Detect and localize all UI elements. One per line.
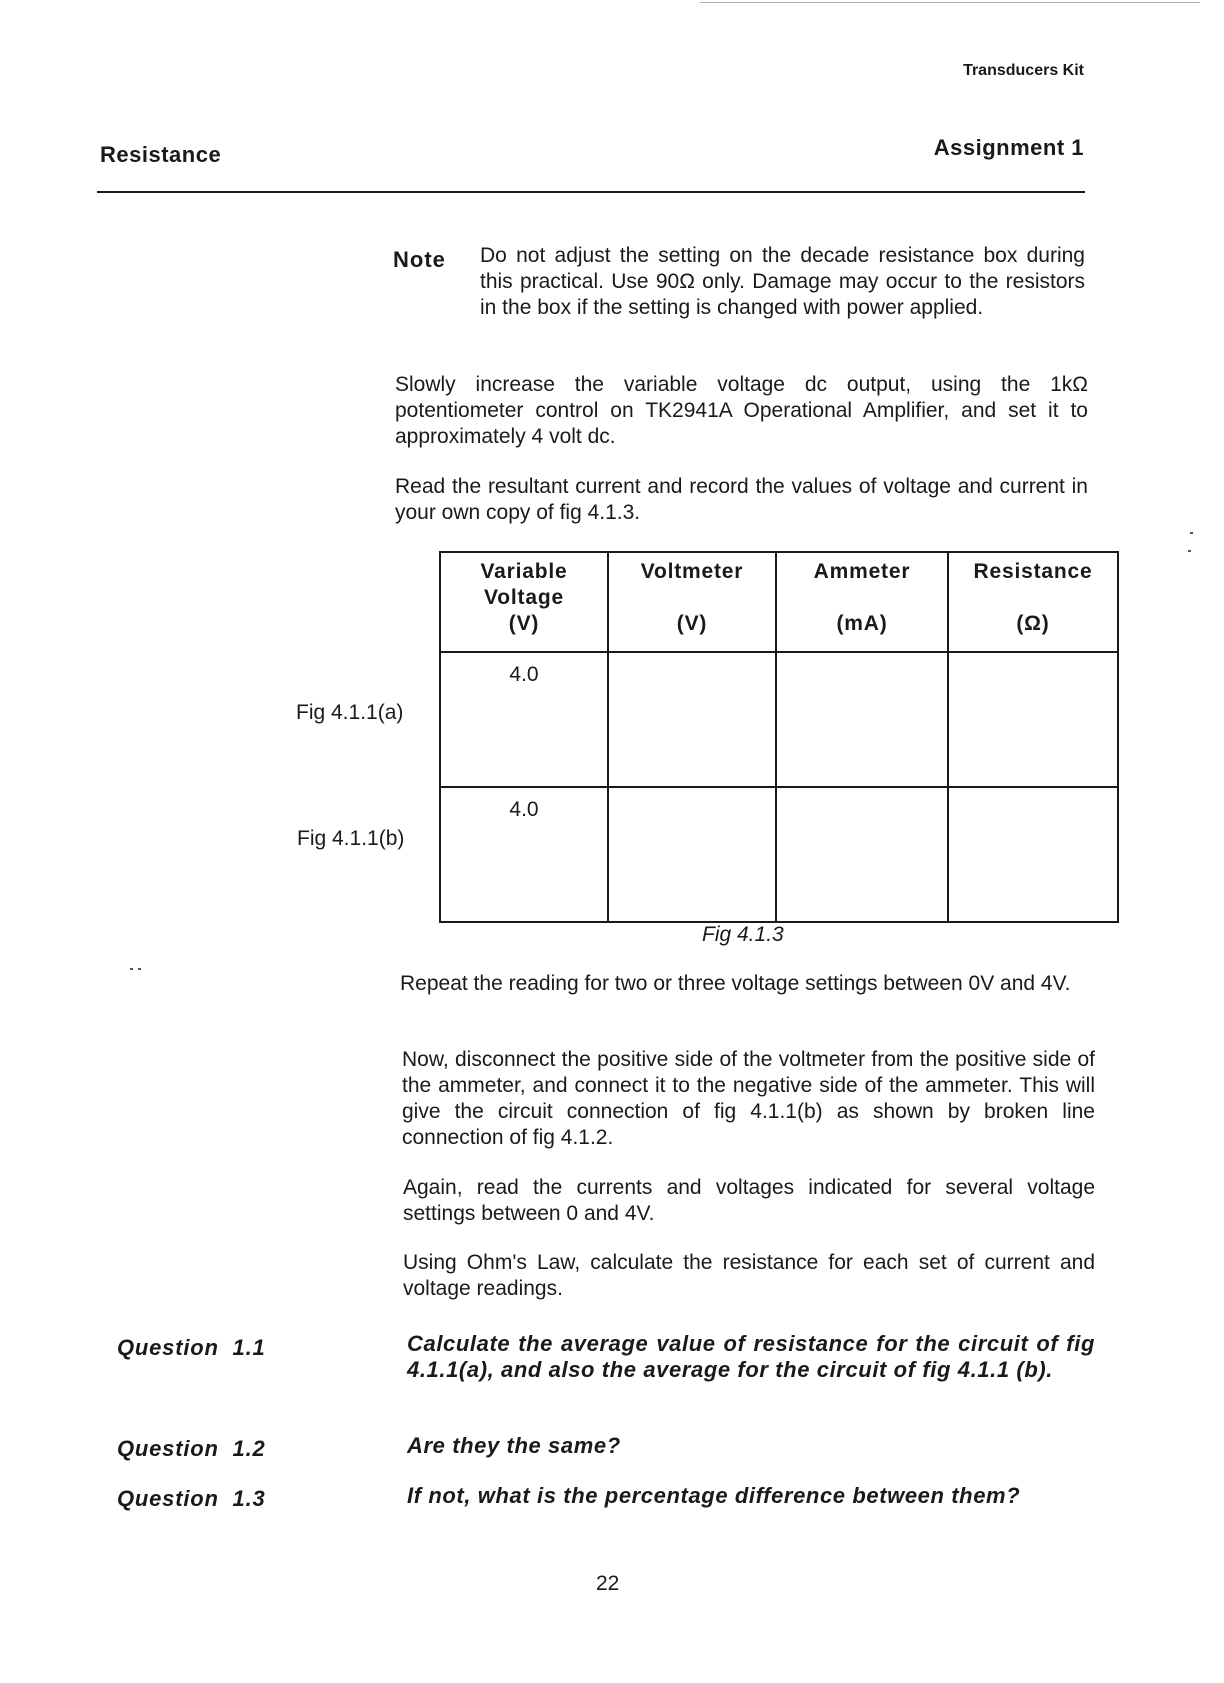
paragraph-repeat-reading: Repeat the reading for two or three voltage settings between 0V and 4V. xyxy=(400,972,1071,995)
table-cell xyxy=(948,787,1118,922)
scan-speck xyxy=(1190,532,1193,534)
question-text: Calculate the average value of resistance for the circuit of fig 4.1.1(a), and also the average for the circuit of fig 4.1.1 (b). xyxy=(407,1331,1095,1382)
note-text: Do not adjust the setting on the decade resistance box during this practical. Use 90Ω only. Damage may occur to the resistors in the box if the setting is changed with power applied. xyxy=(480,244,1085,319)
scan-speck xyxy=(130,968,133,970)
top-edge-rule xyxy=(700,2,1200,3)
section-title: Resistance xyxy=(100,142,222,167)
paragraph-ohms-law: Using Ohm's Law, calculate the resistance for each set of current and voltage readings. xyxy=(403,1251,1095,1300)
fig-label-a: Fig 4.1.1(a) xyxy=(296,701,404,724)
table-cell: 4.0 xyxy=(440,652,608,787)
paragraph-read-current: Read the resultant current and record the values of voltage and current in your own copy of fig 4.1.3. xyxy=(395,475,1088,524)
header-line: Resistance xyxy=(973,560,1093,583)
table-row xyxy=(440,787,1118,922)
header-ammeter xyxy=(776,552,948,652)
header-spacer xyxy=(953,585,1113,611)
assignment-title: Assignment 1 xyxy=(933,135,1084,160)
header-line: Voltage xyxy=(484,586,564,609)
scan-speck xyxy=(138,968,141,970)
paragraph-increase-voltage: Slowly increase the variable voltage dc output, using the 1kΩ potentiometer control on TK2941A Operational Amplifier, and set it to approximately 4 volt dc. xyxy=(395,373,1088,448)
paragraph-disconnect: Now, disconnect the positive side of the voltmeter from the positive side of the ammeter, and connect it to the negative side of the ammeter. This will give the circuit connection of fig 4.1.1(b) as shown by broken line connection of fig 4.1.2. xyxy=(402,1048,1095,1149)
header-unit: (V) xyxy=(508,612,540,635)
header-divider xyxy=(97,191,1085,193)
kit-title: Transducers Kit xyxy=(963,62,1084,79)
question-text: Are they the same? xyxy=(407,1433,621,1458)
scan-speck xyxy=(1188,550,1191,552)
header-unit: (Ω) xyxy=(1016,612,1050,635)
header-voltmeter xyxy=(608,552,776,652)
table-cell xyxy=(948,652,1118,787)
table-cell xyxy=(608,787,776,922)
header-line: Voltmeter xyxy=(640,560,744,583)
table-row xyxy=(440,652,1118,787)
fig-label-b: Fig 4.1.1(b) xyxy=(297,827,405,850)
header-resistance xyxy=(948,552,1118,652)
header-line: Variable xyxy=(480,560,568,583)
header-variable-voltage xyxy=(440,552,608,652)
page-number: 22 xyxy=(596,1572,620,1595)
header-spacer xyxy=(781,585,943,611)
table-header-row xyxy=(440,552,1118,652)
header-line: Ammeter xyxy=(813,560,911,583)
question-label: Question 1.1 xyxy=(117,1335,266,1360)
paragraph-again-read: Again, read the currents and voltages indicated for several voltage settings between 0 and 4V. xyxy=(403,1176,1095,1225)
table-caption: Fig 4.1.3 xyxy=(702,923,784,946)
question-label: Question 1.3 xyxy=(117,1486,266,1511)
header-unit: (V) xyxy=(676,612,708,635)
table-cell xyxy=(776,787,948,922)
table-cell: 4.0 xyxy=(440,787,608,922)
table-cell xyxy=(608,652,776,787)
header-spacer xyxy=(613,585,771,611)
header-unit: (mA) xyxy=(836,612,888,635)
note-label: Note xyxy=(393,247,446,272)
readings-table xyxy=(439,551,1119,923)
question-text: If not, what is the percentage difference between them? xyxy=(407,1483,1021,1508)
question-label: Question 1.2 xyxy=(117,1436,266,1461)
table-cell xyxy=(776,652,948,787)
